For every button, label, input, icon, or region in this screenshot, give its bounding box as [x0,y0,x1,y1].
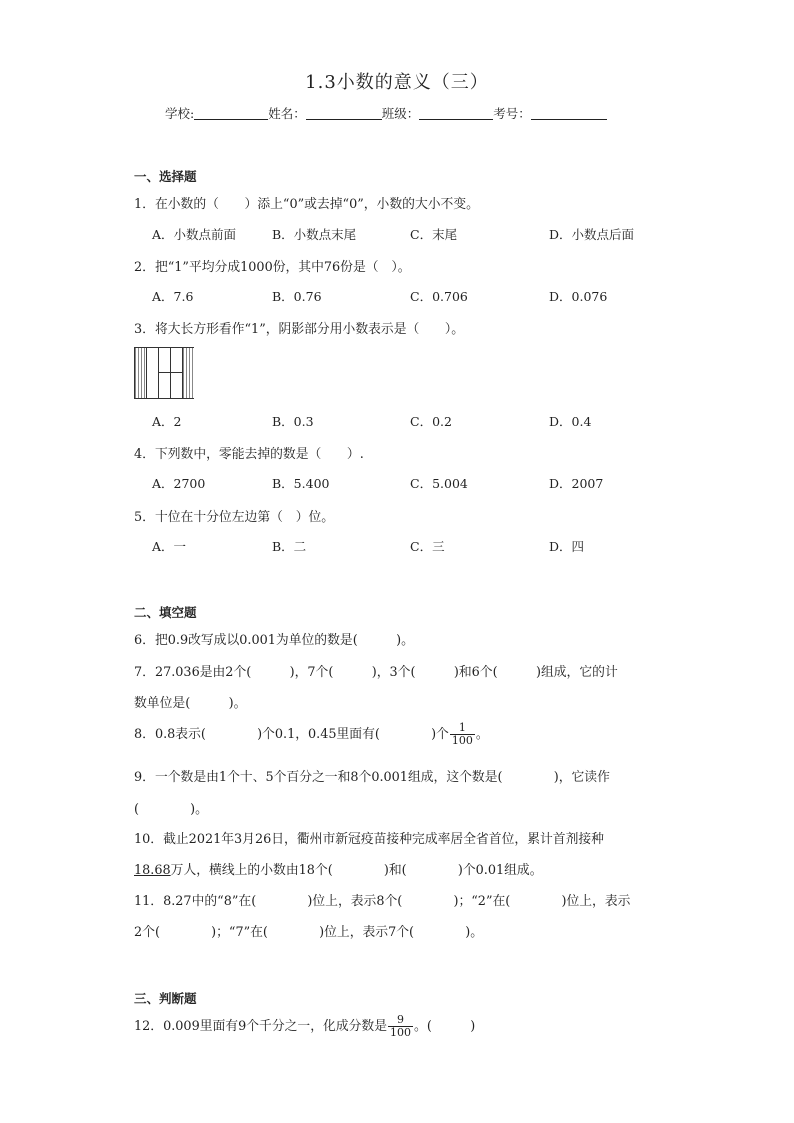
q2-option-d[interactable]: D．0.076 [549,289,608,304]
question-12-text: 12．0.009里面有9个千分之一，化成分数是 [134,1019,388,1034]
figure-column-shaded [183,348,195,398]
q1-option-b[interactable]: B．小数点末尾 [272,227,357,242]
fraction-denominator: 100 [390,1026,412,1039]
name-label: 姓名： [268,106,306,121]
figure-column-split [171,348,183,398]
question-8-text: 8．0.8表示( )个0.1，0.45里面有( )个 [134,727,449,742]
q5-option-c[interactable]: C．三 [410,539,445,554]
q4-option-a[interactable]: A．2700 [152,476,206,491]
question-10-line-1: 10．截止2021年3月26日，衢州市新冠疫苗接种完成率居全省首位，累计首剂接种 [134,832,604,847]
school-field[interactable] [194,106,268,120]
number-field[interactable] [531,106,607,120]
q3-option-b[interactable]: B．0.3 [272,414,314,429]
section-heading-true-false: 三、判断题 [134,991,197,1006]
number-label: 考号： [493,106,531,121]
q3-option-a[interactable]: A．2 [152,414,182,429]
question-1: 1．在小数的（ ）添上“0”或去掉“0”，小数的大小不变。 [134,197,479,212]
q1-option-d[interactable]: D．小数点后面 [549,227,635,242]
question-4: 4．下列数中，零能去掉的数是（ ）. [134,447,364,462]
question-10-text: 万人，横线上的小数由18个( )和( )个0.01组成。 [170,863,543,878]
section-heading-fill-blank: 二、填空题 [134,605,197,620]
fraction-numerator: 9 [397,1013,405,1026]
question-8-end: 。 [475,727,489,742]
section-heading-choice: 一、选择题 [134,169,197,184]
q5-option-a[interactable]: A．一 [152,539,187,554]
fraction-9-over-100 [388,1014,413,1039]
q3-option-c[interactable]: C．0.2 [410,414,452,429]
fraction-1-over-100 [450,722,475,747]
question-11-line-2: 2个( )；“7”在( )位上，表示7个( )。 [134,925,483,940]
q5-option-b[interactable]: B．二 [272,539,307,554]
name-field[interactable] [306,106,382,120]
q2-option-c[interactable]: C．0.706 [410,289,468,304]
figure-column-split [159,348,171,398]
q4-option-b[interactable]: B．5.400 [272,476,330,491]
fraction-denominator: 100 [451,734,473,747]
q4-option-d[interactable]: D．2007 [549,476,604,491]
student-info-line [165,104,607,122]
shaded-rectangle-figure [134,347,194,399]
q5-option-d[interactable]: D．四 [549,539,585,554]
fraction-numerator: 1 [458,721,466,734]
question-2: 2．把“1”平均分成1000份，其中76份是（ ）。 [134,260,411,275]
question-12 [134,1014,475,1039]
question-8 [134,722,489,747]
school-label: 学校: [165,106,195,121]
class-label: 班级： [381,106,420,121]
question-9-line-2: ( )。 [134,802,208,817]
question-5: 5．十位在十分位左边第（ ）位。 [134,510,335,525]
question-11-line-1: 11．8.27中的“8”在( )位上，表示8个( )；“2”在( )位上，表示 [134,894,631,909]
question-6: 6．把0.9改写成以0.001为单位的数是( )。 [134,633,414,648]
question-9-line-1: 9．一个数是由1个十、5个百分之一和8个0.001组成，这个数是( )，它读作 [134,770,610,785]
question-7-line-2: 数单位是( )。 [134,696,247,711]
question-12-end: 。( ) [414,1019,476,1034]
q2-option-b[interactable]: B．0.76 [272,289,322,304]
underlined-number: 18.68 [134,863,171,878]
question-10-line-2 [134,859,543,878]
question-3: 3．将大长方形看作“1”，阴影部分用小数表示是（ ）。 [134,322,465,337]
q4-option-c[interactable]: C．5.004 [410,476,468,491]
page-title: 1.3小数的意义（三） [305,72,489,93]
q3-option-d[interactable]: D．0.4 [549,414,592,429]
figure-column [147,348,159,398]
q1-option-a[interactable]: A．小数点前面 [152,227,237,242]
q2-option-a[interactable]: A．7.6 [152,289,194,304]
figure-column-shaded [135,348,147,398]
class-field[interactable] [419,106,493,120]
q1-option-c[interactable]: C．末尾 [410,227,458,242]
question-7-line-1: 7．27.036是由2个( )，7个( )，3个( )和6个( )组成，它的计 [134,665,618,680]
